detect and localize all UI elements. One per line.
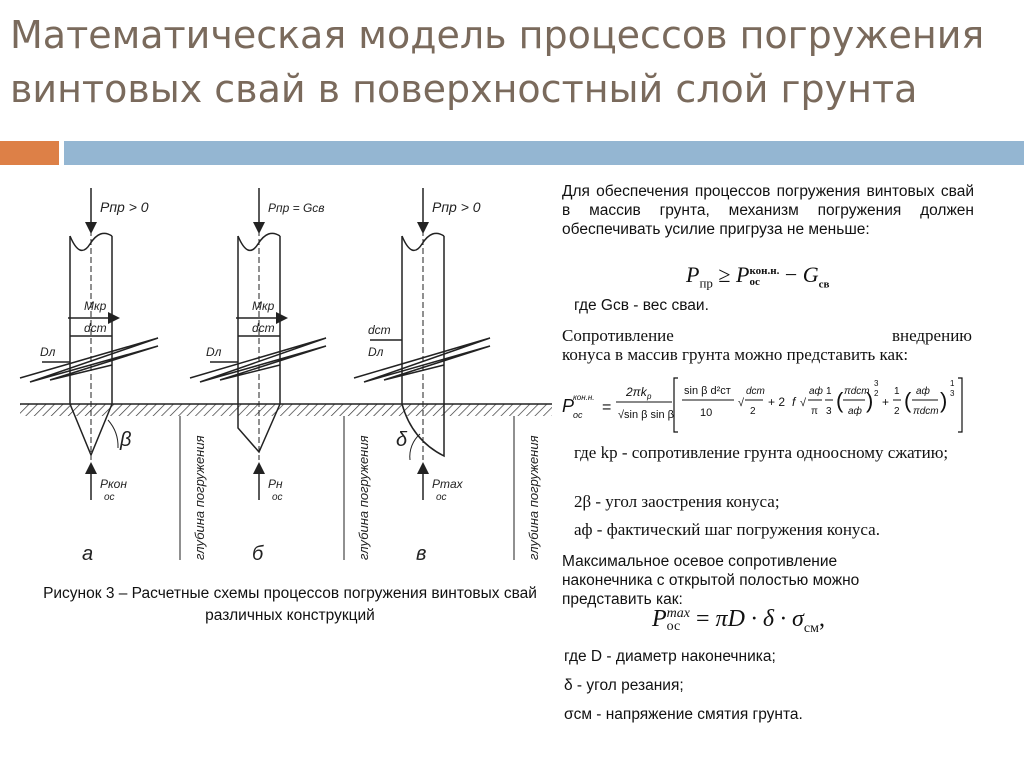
cone-line-2: конуса в массив грунта можно представить как: <box>562 345 909 364</box>
pile-diagram <box>0 178 560 578</box>
label-delta: δ <box>396 429 408 451</box>
svg-text:√: √ <box>738 397 745 409</box>
f3-lhs: P <box>652 606 667 632</box>
svg-text:√: √ <box>800 397 807 409</box>
svg-text:sin β d²ст: sin β d²ст <box>684 385 731 397</box>
f1-rhs-sub: св <box>818 278 830 291</box>
svg-text:1: 1 <box>894 386 900 397</box>
scheme-a <box>20 188 158 500</box>
f3-eq: = <box>696 606 710 632</box>
label-depth-b: глубина погружения <box>356 435 371 560</box>
svg-text:2: 2 <box>894 406 900 417</box>
label-scheme-a: а <box>82 543 94 565</box>
svg-text:+: + <box>882 395 890 409</box>
label-scheme-c: в <box>416 543 427 565</box>
f1-rhs: G <box>802 262 819 287</box>
label-ppr-b: Pпр = Gсв <box>268 201 325 215</box>
f1-lhs-sub: пр <box>699 275 713 291</box>
label-scheme-b: б <box>252 543 264 565</box>
svg-text:3: 3 <box>826 406 832 417</box>
svg-text:P: P <box>562 396 575 416</box>
formula-preload <box>686 262 829 291</box>
scheme-b <box>190 188 326 500</box>
cone-word-2: внедрению <box>891 326 972 345</box>
svg-text:πdст: πdст <box>913 406 939 417</box>
f3-rhs: πD · δ · σ <box>715 606 804 632</box>
svg-text:f: f <box>792 395 796 409</box>
accent-bar-orange <box>0 141 59 165</box>
max-resistance-paragraph: Максимальное осевое сопротивление наконечника с открытой полостью можно представить как: <box>562 553 860 608</box>
label-depth-a: глубина погружения <box>192 435 207 560</box>
label-dl-a: Dл <box>40 345 56 359</box>
label-resist-c-sub: ос <box>436 492 447 503</box>
svg-text:aф: aф <box>809 386 823 397</box>
page-title: Математическая модель процессов погружения винтовых свай в поверхностный слой грунта <box>10 13 985 111</box>
cone-paragraph <box>562 326 972 364</box>
where-sigma: σсм - напряжение смятия грунта. <box>564 706 803 723</box>
svg-text:p: p <box>647 392 652 401</box>
label-resist-b: Pн <box>268 477 283 491</box>
f1-minus: − <box>784 262 798 287</box>
f1-op: ≥ <box>718 262 731 287</box>
f3-rhs-sub: см <box>803 620 819 636</box>
f1-lhs: P <box>686 262 700 287</box>
label-resist-a-sub: ос <box>104 492 115 503</box>
label-ppr-c: Pпр > 0 <box>432 199 481 215</box>
svg-text:1: 1 <box>826 386 832 397</box>
svg-text:): ) <box>866 388 874 413</box>
label-resist-c: Pmax <box>432 477 463 491</box>
label-ppr-a: Pпр > 0 <box>100 199 149 215</box>
scheme-c <box>354 188 490 500</box>
svg-text:(: ( <box>904 388 912 413</box>
label-dst-c: dст <box>368 323 391 337</box>
f1-mid-sup: кон.н. <box>749 264 780 277</box>
svg-text:1: 1 <box>950 379 955 388</box>
label-resist-a: Pкон <box>100 477 127 491</box>
label-mkr-a: Mкр <box>84 299 107 313</box>
label-dst-b: dст <box>252 321 275 335</box>
svg-text:(: ( <box>836 388 844 413</box>
svg-text:=: = <box>602 399 612 416</box>
svg-text:3: 3 <box>950 389 955 398</box>
figure-caption: Рисунок 3 – Расчетные схемы процессов погружения винтовых свай различных конструкций <box>43 585 537 624</box>
svg-text:2: 2 <box>750 406 756 417</box>
label-beta: β <box>120 429 132 451</box>
f3-lhs-sup: max <box>666 606 690 622</box>
where-beta: 2β - угол заострения конуса; <box>574 492 780 511</box>
svg-text:aф: aф <box>848 406 862 417</box>
svg-text:dст: dст <box>746 386 765 397</box>
intro-paragraph: Для обеспечения процессов погружения винтовых свай в массив грунта, механизм погружения должен обеспечивать усилие пригруза не меньше: <box>562 183 974 238</box>
f3-lhs-sub: ос <box>666 619 681 635</box>
f3-tail: , <box>818 606 825 632</box>
label-resist-b-sub: ос <box>272 492 283 503</box>
f1-mid-sub: ос <box>749 275 760 288</box>
label-dst-a: dст <box>84 321 107 335</box>
svg-text:π: π <box>811 406 818 417</box>
f1-mid: P <box>736 262 750 287</box>
where-diameter: где D - диаметр наконечника; <box>564 648 776 665</box>
svg-text:πdст: πdст <box>844 386 870 397</box>
cone-word-1: Сопротивление <box>562 326 674 345</box>
where-af: aф - фактический шаг погружения конуса. <box>574 520 880 539</box>
svg-text:3: 3 <box>874 379 879 388</box>
ground-surface <box>20 404 552 416</box>
svg-text:): ) <box>940 388 948 413</box>
svg-text:2: 2 <box>874 389 879 398</box>
label-dl-c: Dл <box>368 345 384 359</box>
svg-text:10: 10 <box>700 407 713 419</box>
formula-cone-resistance <box>560 370 1000 440</box>
svg-text:+ 2: + 2 <box>768 395 786 409</box>
accent-bar-blue <box>64 141 1024 165</box>
svg-text:кон.н.: кон.н. <box>573 393 595 402</box>
where-kp: где kp - сопротивление грунта одноосному сжатию; <box>574 443 949 462</box>
where-delta: δ - угол резания; <box>564 677 684 694</box>
svg-text:2πk: 2πk <box>626 385 647 399</box>
label-dl-b: Dл <box>206 345 222 359</box>
label-depth-c: глубина погружения <box>526 435 541 560</box>
where-weight: где Gсв - вес сваи. <box>574 297 709 314</box>
svg-text:aф: aф <box>916 386 930 397</box>
formula-max-resistance <box>652 606 825 637</box>
svg-text:ос: ос <box>573 410 583 420</box>
svg-text:√sin β sin β: √sin β sin β <box>618 409 674 421</box>
label-mkr-b: Mкр <box>252 299 275 313</box>
